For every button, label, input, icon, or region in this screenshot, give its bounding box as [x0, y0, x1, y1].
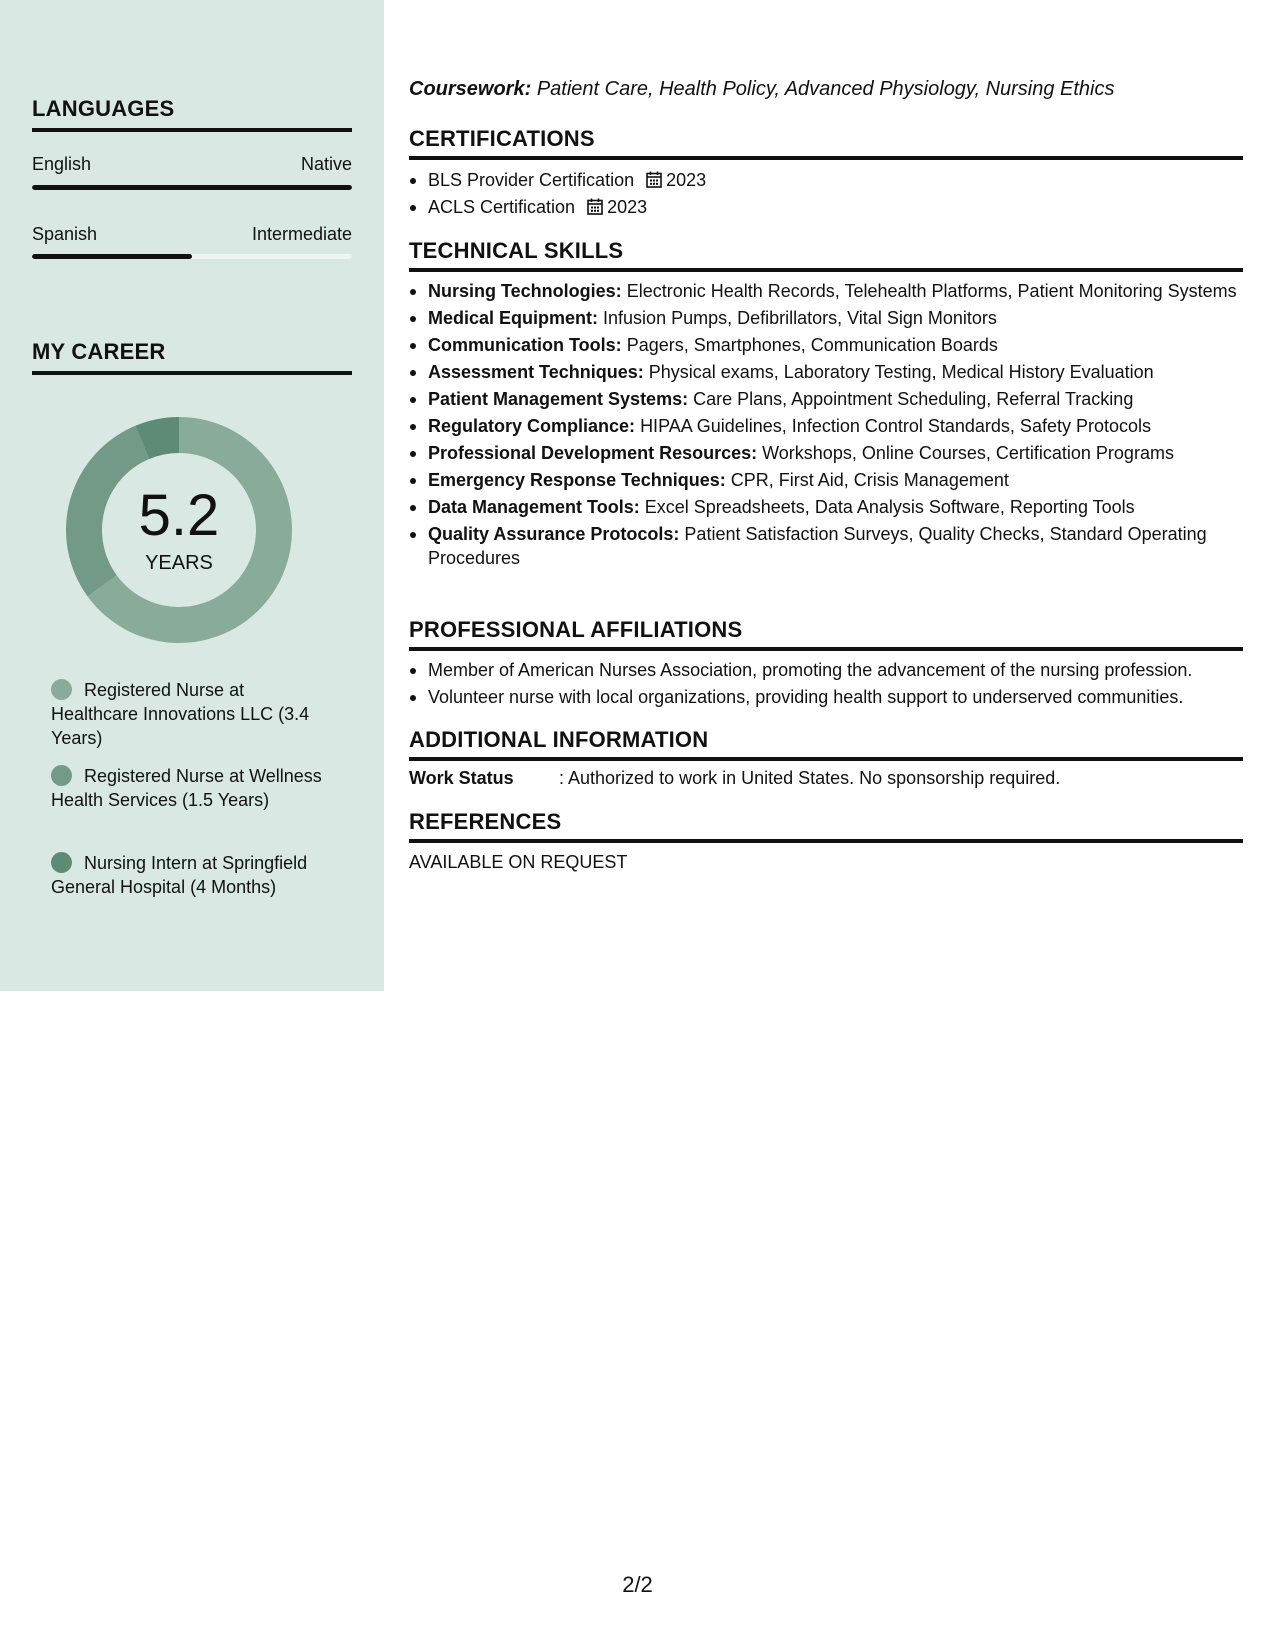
language-bar-spanish: [32, 254, 352, 259]
language-row-english: [32, 154, 352, 175]
skill-text: Physical exams, Laboratory Testing, Medical History Evaluation: [648, 362, 1154, 382]
certification-item: [409, 195, 1243, 219]
skill-label: Patient Management Systems:: [428, 389, 689, 409]
page-number: 2/2: [622, 1572, 653, 1597]
career-item-text: Nursing Intern at Springfield General Hospital (4 Months): [51, 853, 308, 897]
skill-text: Excel Spreadsheets, Data Analysis Software, Reporting Tools: [644, 497, 1135, 517]
work-status-row: [409, 768, 1060, 789]
skill-label: Medical Equipment:: [428, 308, 599, 328]
skill-label: Quality Assurance Protocols:: [428, 524, 680, 544]
technical-skills-list: [409, 279, 1243, 573]
skill-label: Nursing Technologies:: [428, 281, 622, 301]
calendar-icon: [646, 171, 662, 188]
career-item-text: Registered Nurse at Healthcare Innovations LLC (3.4 Years): [51, 680, 310, 748]
skill-text: Pagers, Smartphones, Communication Boards: [626, 335, 998, 355]
career-item: [51, 678, 336, 750]
affiliations-heading: PROFESSIONAL AFFILIATIONS: [409, 617, 1243, 651]
language-bar-fill: [32, 254, 192, 259]
skill-item: [409, 387, 1243, 411]
skill-text: Electronic Health Records, Telehealth Platforms, Patient Monitoring Systems: [626, 281, 1237, 301]
language-name: Spanish: [32, 224, 98, 244]
affiliations-list: [409, 658, 1243, 712]
certification-item: [409, 168, 1243, 192]
affiliation-item: Volunteer nurse with local organizations, providing health support to underserved communities.: [409, 685, 1243, 709]
language-level: Native: [300, 154, 352, 174]
skill-item: [409, 468, 1243, 492]
skill-text: Care Plans, Appointment Scheduling, Referral Tracking: [693, 389, 1134, 409]
language-row-spanish: [32, 224, 352, 245]
career-dot-icon: [51, 765, 72, 786]
certification-name: BLS Provider Certification: [428, 170, 635, 190]
skill-label: Emergency Response Techniques:: [428, 470, 726, 490]
skill-item: [409, 441, 1243, 465]
career-total-value: 5.2: [138, 483, 220, 548]
skill-label: Regulatory Compliance:: [428, 416, 636, 436]
additional-info-heading: ADDITIONAL INFORMATION: [409, 727, 1243, 761]
career-dot-icon: [51, 679, 72, 700]
certification-year: 2023: [666, 170, 707, 190]
skill-text: Workshops, Online Courses, Certification Programs: [762, 443, 1174, 463]
certification-name: ACLS Certification: [428, 197, 576, 217]
skill-label: Communication Tools:: [428, 335, 622, 355]
calendar-icon: [587, 198, 603, 215]
coursework-text: Patient Care, Health Policy, Advanced Physiology, Nursing Ethics: [536, 78, 1115, 100]
language-bar-english: [32, 185, 352, 190]
language-bar-fill: [32, 185, 352, 190]
skill-text: Patient Satisfaction Surveys, Quality Checks, Standard Operating Procedures: [428, 524, 1207, 568]
skill-text: Infusion Pumps, Defibrillators, Vital Sign Monitors: [603, 308, 997, 328]
skill-item: [409, 522, 1243, 570]
skill-label: Assessment Techniques:: [428, 362, 644, 382]
career-item: [51, 764, 336, 812]
coursework-label: Coursework:: [409, 78, 532, 100]
work-status-label: Work Status: [409, 768, 514, 788]
skill-item: [409, 414, 1243, 438]
skill-label: Data Management Tools:: [428, 497, 640, 517]
career-donut-chart: [66, 417, 292, 643]
coursework-line: [409, 78, 1115, 101]
language-level: Intermediate: [251, 224, 352, 244]
skill-item: [409, 306, 1243, 330]
certification-year: 2023: [607, 197, 648, 217]
references-text: AVAILABLE ON REQUEST: [409, 852, 628, 872]
certifications-heading: CERTIFICATIONS: [409, 126, 1243, 160]
skill-text: CPR, First Aid, Crisis Management: [730, 470, 1009, 490]
skill-text: HIPAA Guidelines, Infection Control Standards, Safety Protocols: [640, 416, 1151, 436]
sidebar: [0, 0, 384, 991]
skill-item: [409, 279, 1243, 303]
career-item-text: Registered Nurse at Wellness Health Services (1.5 Years): [51, 766, 322, 810]
career-heading: MY CAREER: [32, 339, 352, 375]
certifications-list: [409, 168, 1243, 222]
career-dot-icon: [51, 852, 72, 873]
skill-label: Professional Development Resources:: [428, 443, 758, 463]
affiliation-item: Member of American Nurses Association, promoting the advancement of the nursing profession.: [409, 658, 1243, 682]
language-name: English: [32, 154, 92, 174]
skill-item: [409, 360, 1243, 384]
skill-item: [409, 495, 1243, 519]
career-item: [51, 851, 336, 899]
skill-item: [409, 333, 1243, 357]
work-status-text: : Authorized to work in United States. No sponsorship required.: [559, 768, 1061, 788]
references-heading: REFERENCES: [409, 809, 1243, 843]
career-total-unit: YEARS: [145, 552, 213, 574]
technical-skills-heading: TECHNICAL SKILLS: [409, 238, 1243, 272]
languages-heading: LANGUAGES: [32, 96, 352, 132]
